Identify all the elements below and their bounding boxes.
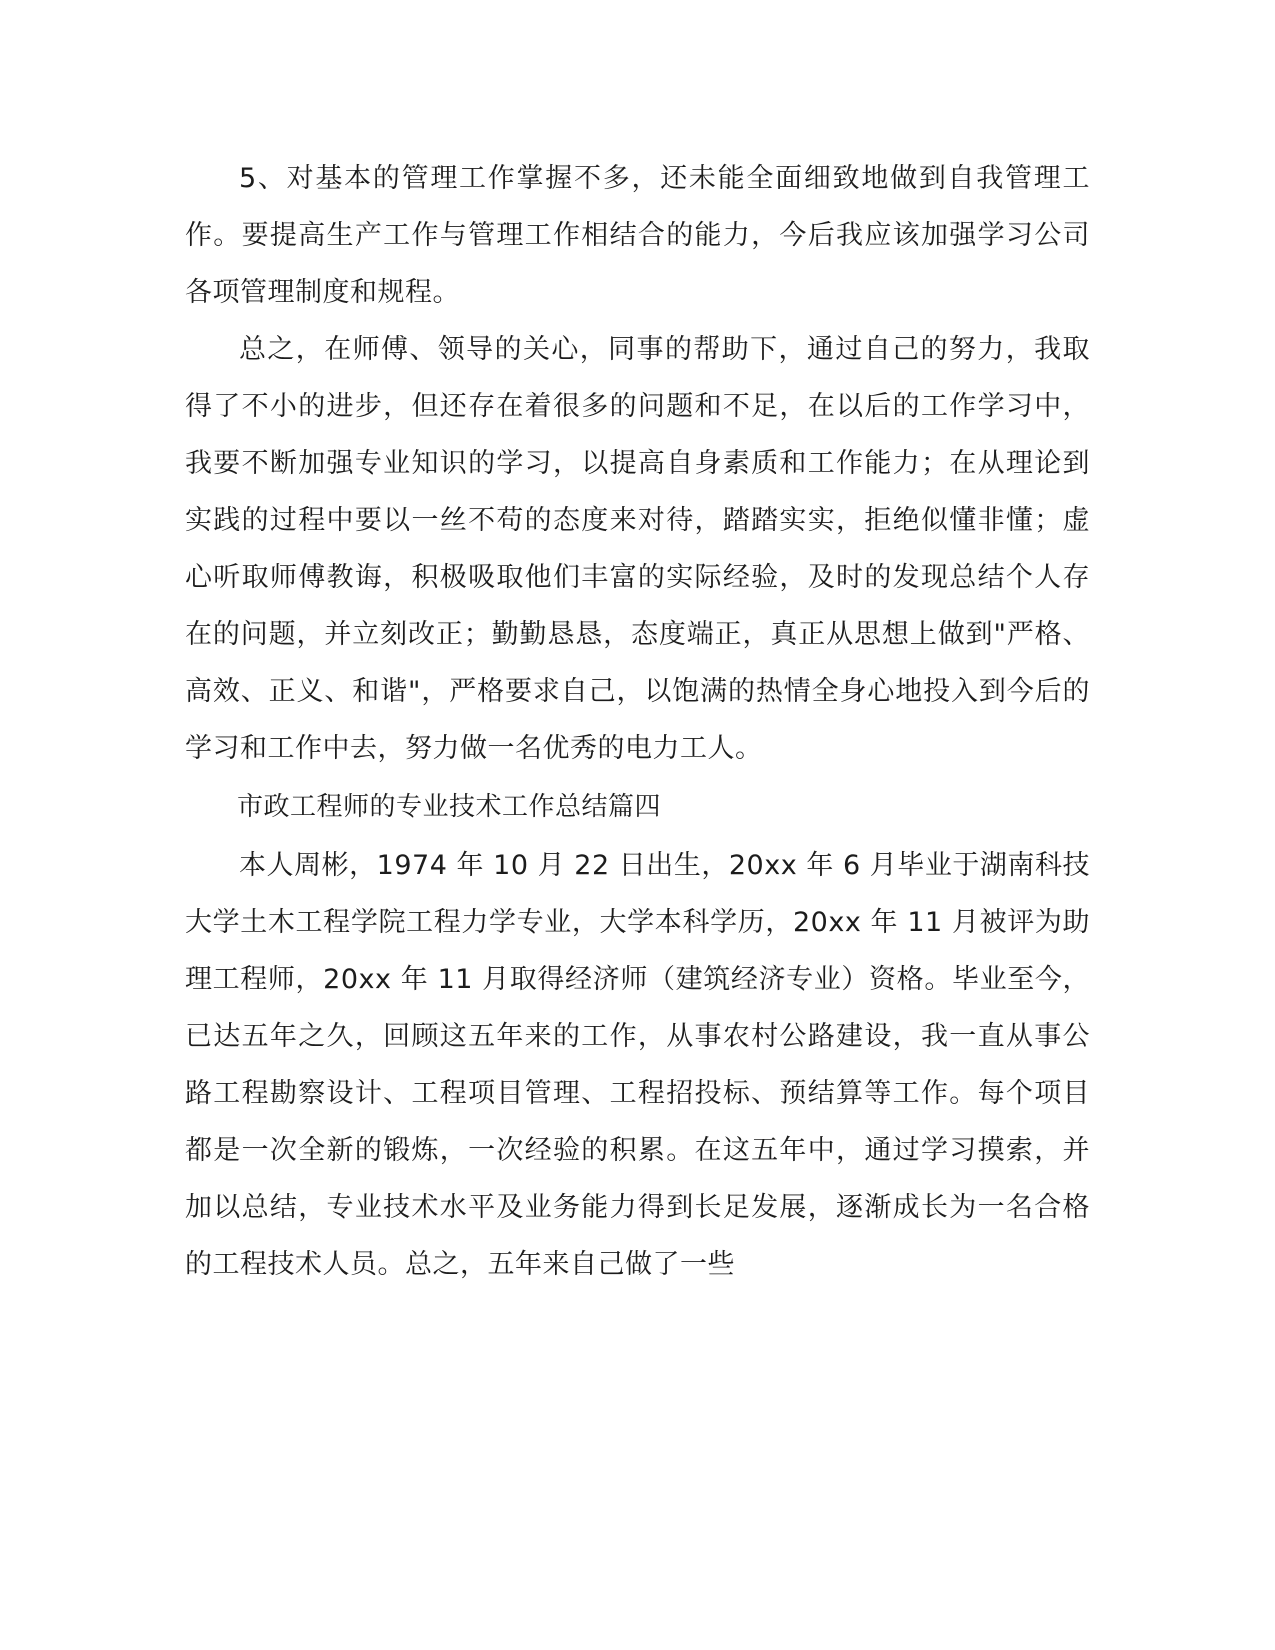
paragraph-bio: 本人周彬，1974 年 10 月 22 日出生，20xx 年 6 月毕业于湖南科技大学土木工程学院工程力学专业，大学本科学历，20xx 年 11 月被评为助理工程师，20xx 年 11 月取得经济师（建筑经济专业）资格。毕业至今，已达五年之久，回顾这五年来的工作，从事农村公路建设，我一直从事公路工程勘察设计、工程项目管理、工程招投标、预结算等工作。每个项目都是一次全新的锻炼，一次经验的积累。在这五年中，通过学习摸索，并加以总结，专业技术水平及业务能力得到长足发展，逐渐成长为一名合格的工程技术人员。总之，五年来自己做了一些: [185, 850, 1090, 1280]
paragraph-summary: 总之，在师傅、领导的关心，同事的帮助下，通过自己的努力，我取得了不小的进步，但还存在着很多的问题和不足，在以后的工作学习中，我要不断加强专业知识的学习，以提高自身素质和工作能力；在从理论到实践的过程中要以一丝不苟的态度来对待，踏踏实实，拒绝似懂非懂；虚心听取师傅教诲，积极吸取他们丰富的实际经验，及时的发现总结个人存在的问题，并立刻改正；勤勤恳恳，态度端正，真正从思想上做到"严格、高效、正义、和谐"，严格要求自己，以饱满的热情全身心地投入到今后的学习和工作中去，努力做一名优秀的电力工人。: [185, 334, 1090, 764]
section-heading: 市政工程师的专业技术工作总结篇四: [237, 792, 662, 822]
document-body: [185, 150, 1090, 1293]
paragraph-item-5: 5、对基本的管理工作掌握不多，还未能全面细致地做到自我管理工作。要提高生产工作与管理工作相结合的能力，今后我应该加强学习公司各项管理制度和规程。: [185, 163, 1090, 308]
